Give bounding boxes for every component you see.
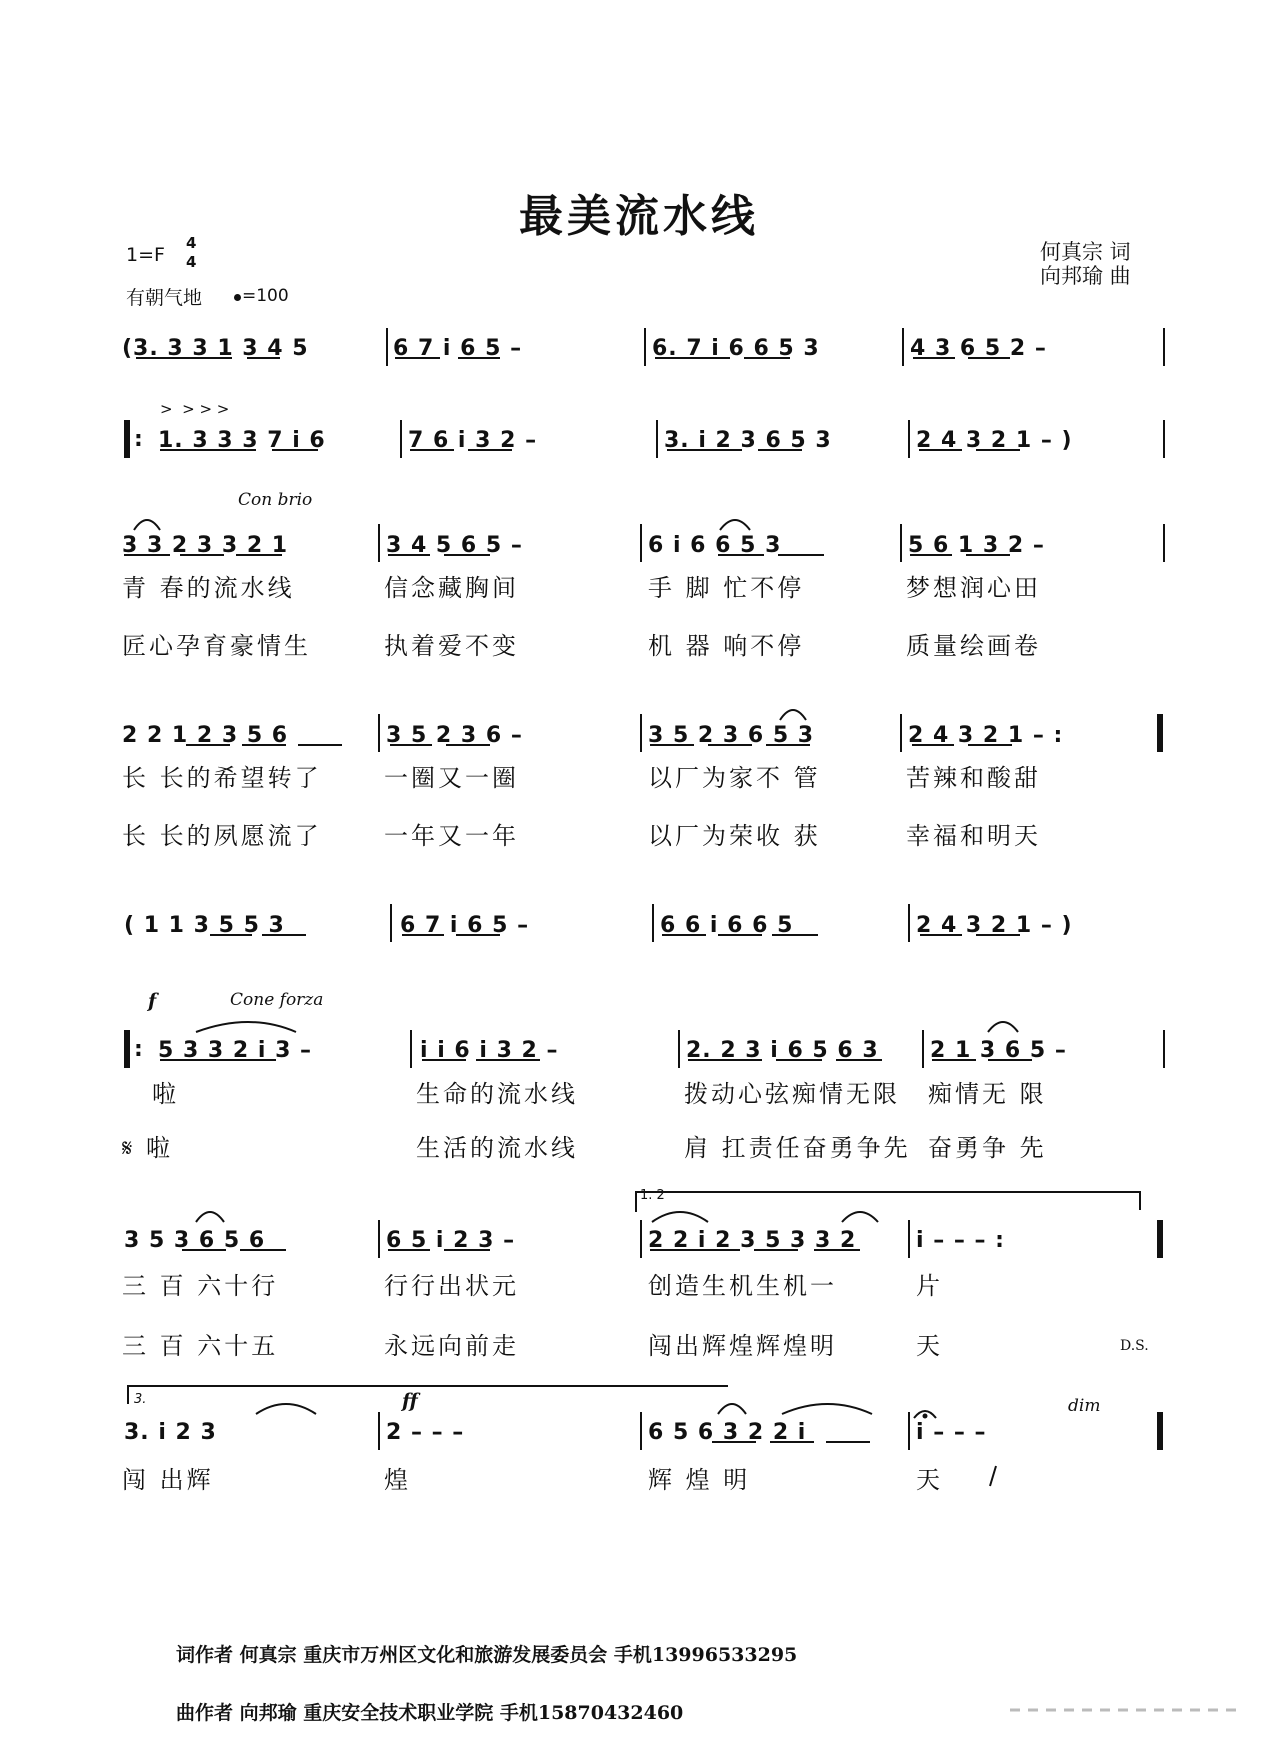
notes-row7-m2: 6 5 i 2 3 – <box>386 1228 516 1253</box>
lyric-row7-v1-m3: 创造生机生机一 <box>648 1272 837 1300</box>
lyric-row3-v1-m4: 梦想润心田 <box>906 574 1041 602</box>
time-signature-bottom: 4 <box>186 253 197 271</box>
notes-row5-m1: ( 1 1 3 5 5 3 <box>124 913 285 938</box>
notes-row6-m2: i i 6 i 3 2 – <box>420 1038 559 1063</box>
beam-lines <box>124 358 1032 1442</box>
lyric-row7-v2-m3: 闯出辉煌辉煌明 <box>648 1332 837 1360</box>
repeat-dots: : <box>134 427 144 452</box>
lyric-row8-m1: 闯 出辉 <box>122 1466 214 1494</box>
diminuendo-mark: dim <box>1068 1396 1101 1416</box>
lyric-row4-v1-m4: 苦辣和酸甜 <box>906 764 1041 792</box>
lyric-row4-v1-m2: 一圈又一圈 <box>384 764 519 792</box>
notes-row8-m3: 6 5 6 3 2 2 i <box>648 1420 807 1445</box>
lyric-row3-v2-m2: 执着爱不变 <box>384 632 519 660</box>
lyric-row7-v2-m4: 天 <box>916 1332 943 1360</box>
lyric-row6-v1-m4: 痴情无 限 <box>928 1080 1047 1108</box>
tempo-marking: =100 <box>242 286 289 306</box>
lyric-row4-v2-m4: 幸福和明天 <box>906 822 1041 850</box>
lyric-row6-v1-m1: 啦 <box>152 1080 179 1108</box>
lyric-row4-v1-m3: 以厂为家不 管 <box>648 764 821 792</box>
lyric-row8-m4: 天 <box>916 1466 943 1494</box>
notes-row3-m3: 6 i 6 6 5 3 <box>648 533 782 558</box>
notes-row5-m4: 2 4 3 2 1 – ) <box>916 913 1073 938</box>
lyric-row6-v2-m1: 𝄋 啦 <box>122 1134 173 1162</box>
key-signature: 1=F <box>126 244 165 266</box>
notes-row3-m1: 3 3 2 3 3 2 1 <box>122 533 289 558</box>
lyric-row8-m2: 煌 <box>384 1466 411 1494</box>
lyric-row4-v1-m1: 长 长的希望转了 <box>122 764 322 792</box>
notes-row6-m3: 2. 2 3 i 6 5 6 3 <box>686 1038 879 1063</box>
lyric-row6-v2-m3: 肩 扛责任奋勇争先 <box>684 1134 911 1162</box>
lyric-row3-v1-m2: 信念藏胸间 <box>384 574 519 602</box>
lyric-row3-v2-m4: 质量绘画卷 <box>906 632 1041 660</box>
notes-row3-m4: 5 6 1 3 2 – <box>908 533 1045 558</box>
footer-composer-info: 曲作者 向邦瑜 重庆安全技术职业学院 手机15870432460 <box>176 1702 684 1724</box>
lyric-row3-v1-m3: 手 脚 忙不停 <box>648 574 805 602</box>
notes-row2-m4: 2 4 3 2 1 – ) <box>916 428 1073 453</box>
volta-brackets <box>128 1192 1140 1404</box>
lyric-row7-v2-m1: 三 百 六十五 <box>122 1332 279 1360</box>
notes-row4-m1: 2 2 1 2 3 5 6 <box>122 723 289 748</box>
notes-row1-m4: 4 3 6 5 2 – <box>910 336 1047 361</box>
notes-row8-m1: 3. i 2 3 <box>124 1420 217 1445</box>
notes-row2-m1: 1. 3 3 3 7 i 6 <box>158 428 326 453</box>
notes-row1-m1: (3. 3 3 1 3 4 5 <box>122 336 309 361</box>
notes-row7-m4: i – – – : <box>916 1228 1005 1253</box>
fortissimo-mark: ff <box>402 1390 418 1412</box>
notes-row5-m2: 6 7 i 6 5 – <box>400 913 530 938</box>
expression-mark: 有朝气地 <box>126 287 203 309</box>
notes-row2-m2: 7 6 i 3 2 – <box>408 428 538 453</box>
lyric-row6-v1-m2: 生命的流水线 <box>416 1080 578 1108</box>
lyric-row4-v2-m3: 以厂为荣收 获 <box>648 822 821 850</box>
lyric-row3-v1-m1: 青 春的流水线 <box>122 574 295 602</box>
lyric-row4-v2-m1: 长 长的夙愿流了 <box>122 822 322 850</box>
lyric-row7-v2-m2: 永远向前走 <box>384 1332 519 1360</box>
composer-credit: 向邦瑜 曲 <box>1040 264 1131 288</box>
lyric-row7-v1-m1: 三 百 六十行 <box>122 1272 279 1300</box>
notes-row4-m2: 3 5 2 3 6 – <box>386 723 523 748</box>
lyric-row7-v1-m2: 行行出状元 <box>384 1272 519 1300</box>
lyric-row7-v1-m4: 片 <box>916 1272 943 1300</box>
notes-row1-m3: 6. 7 i 6 6 5 3 <box>652 336 820 361</box>
breath-mark <box>990 1466 996 1486</box>
accent-marks: > > > > <box>160 400 230 418</box>
lyric-row6-v1-m3: 拨动心弦痴情无限 <box>684 1080 900 1108</box>
notes-row8-m4: i – – – <box>916 1420 987 1445</box>
ending-1-2-label: 1. 2 <box>640 1188 665 1203</box>
repeat-dots: : <box>134 1037 144 1062</box>
notes-row3-m2: 3 4 5 6 5 – <box>386 533 523 558</box>
lyric-row8-m3: 辉 煌 明 <box>648 1466 751 1494</box>
notes-row5-m3: 6 6 i 6 6 5 <box>660 913 794 938</box>
notes-row4-m4: 2 4 3 2 1 – : <box>908 723 1064 748</box>
footer-lyricist-info: 词作者 何真宗 重庆市万州区文化和旅游发展委员会 手机13996533295 <box>176 1644 798 1666</box>
slur-marks <box>134 520 1018 1414</box>
notes-row7-m3: 2 2 i 2 3 5 3 3 2 <box>648 1228 857 1253</box>
lyric-row4-v2-m2: 一年又一年 <box>384 822 519 850</box>
notes-row2-m3: 3. i 2 3 6 5 3 <box>664 428 832 453</box>
dal-segno-mark: D.S. <box>1120 1338 1149 1354</box>
song-title: 最美流水线 <box>519 191 759 242</box>
notes-row6-m4: 2 1 3 6 5 – <box>930 1038 1067 1063</box>
con-brio-mark: Con brio <box>238 490 313 510</box>
lyricist-credit: 何真宗 词 <box>1040 240 1131 264</box>
notes-row1-m2: 6 7 i 6 5 – <box>393 336 523 361</box>
notes-row8-m2: 2 – – – <box>386 1420 465 1445</box>
forte-mark: f <box>148 990 157 1012</box>
lyric-row6-v2-m2: 生活的流水线 <box>416 1134 578 1162</box>
notes-row6-m1: 5 3 3 2 i 3 – <box>158 1038 313 1063</box>
ending-3-label: 3. <box>134 1392 147 1407</box>
lyric-row3-v2-m3: 机 器 响不停 <box>648 632 805 660</box>
lyric-row6-v2-m4: 奋勇争 先 <box>928 1134 1047 1162</box>
notes-row4-m3: 3 5 2 3 6 5 3 <box>648 723 815 748</box>
cone-forza-mark: Cone forza <box>230 990 324 1010</box>
notes-row7-m1: 3 5 3 6 5 6 <box>124 1228 266 1253</box>
time-signature-top: 4 <box>186 234 197 252</box>
lyric-row3-v2-m1: 匠心孕育豪情生 <box>122 632 311 660</box>
